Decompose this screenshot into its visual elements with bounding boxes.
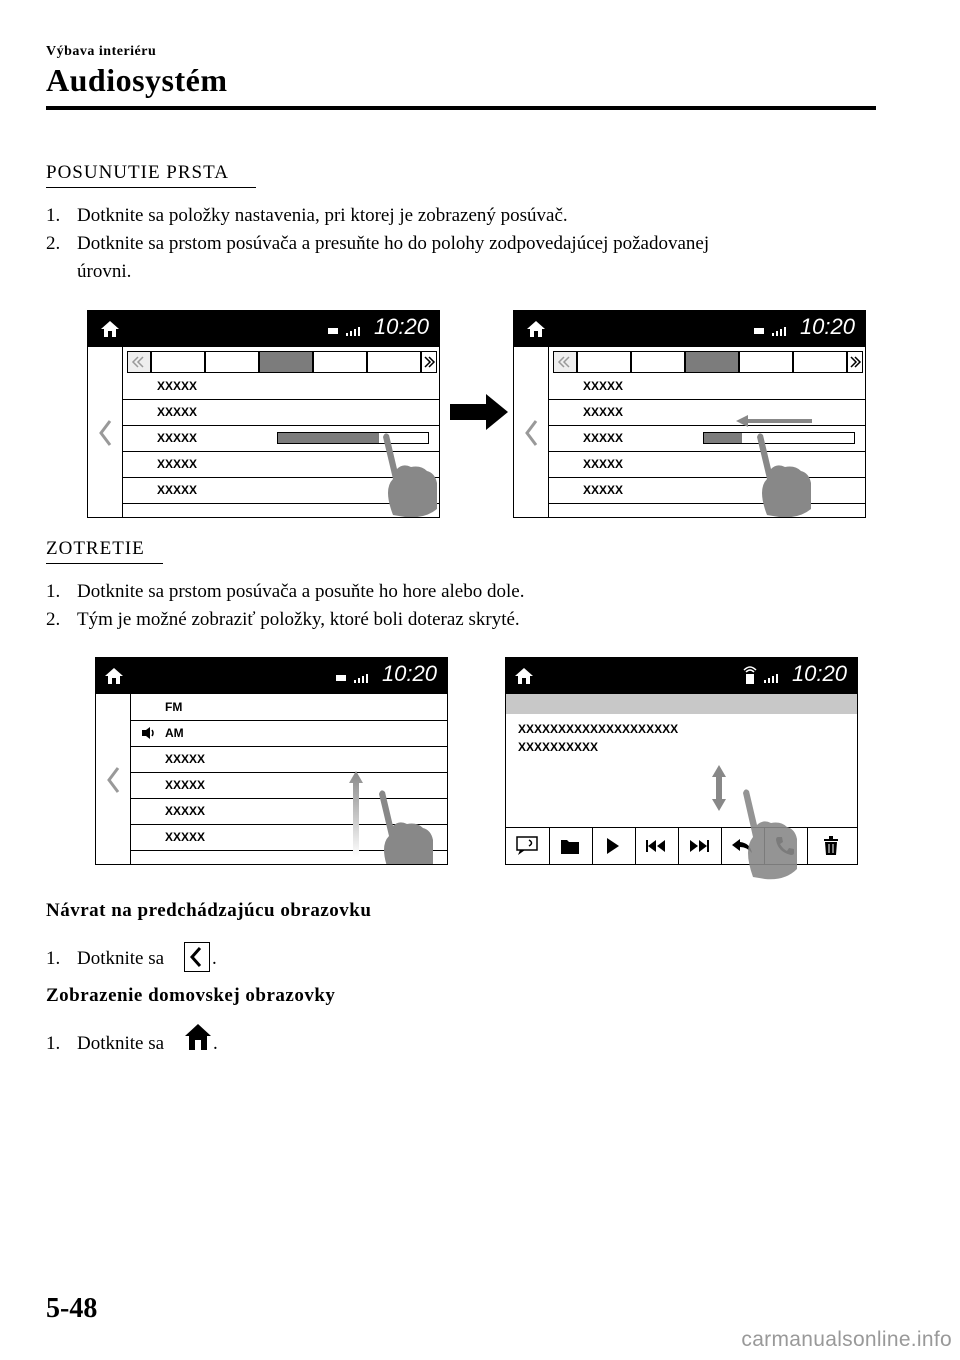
slider-fill xyxy=(278,433,379,443)
list-item-am[interactable] xyxy=(131,720,447,747)
swipe-step-1-text: Dotknite sa prstom posúvača a posuňte ho hore alebo dole. xyxy=(77,581,525,602)
home-button-icon xyxy=(184,1022,212,1052)
list-item[interactable] xyxy=(549,373,865,400)
home-step-tail: . xyxy=(213,1033,218,1054)
drag-heading-underline xyxy=(46,187,256,188)
hand-pointer-icon xyxy=(371,786,435,865)
back-step-tail: . xyxy=(212,948,217,969)
title-rule xyxy=(46,106,876,110)
back-step-text: Dotknite sa xyxy=(77,948,165,969)
home-step-num: 1. xyxy=(46,1033,61,1054)
list-item-label: XXXXX xyxy=(583,405,624,419)
drag-step-1-num: 1. xyxy=(46,205,61,226)
list-item-label: XXXXX xyxy=(157,379,198,393)
list-item-label: XXXXX xyxy=(157,405,198,419)
back-rail xyxy=(88,347,123,517)
drag-heading: POSUNUTIE PRSTA xyxy=(46,162,229,183)
folder-button[interactable] xyxy=(549,828,593,864)
home-icon[interactable] xyxy=(514,666,534,686)
drag-step-2-num: 2. xyxy=(46,233,61,254)
message-header-bar xyxy=(506,694,857,714)
drag-step-2-text: Dotknite sa prstom posúvača a presuňte ho do polohy zodpovedajúcej požadovanej xyxy=(77,233,710,254)
back-heading: Návrat na predchádzajúcu obrazovku xyxy=(46,900,372,921)
back-rail xyxy=(514,347,549,517)
hand-pointer-icon xyxy=(375,429,439,518)
screen-message xyxy=(505,657,858,865)
signal-icon xyxy=(328,325,368,337)
list-item-label: XXXXX xyxy=(157,483,198,497)
wireless-signal-icon xyxy=(742,664,786,686)
tab-3-active[interactable] xyxy=(259,351,313,373)
status-bar xyxy=(506,658,857,694)
message-view-button[interactable] xyxy=(506,828,550,864)
home-icon[interactable] xyxy=(104,666,124,686)
arrow-left-icon xyxy=(736,415,812,427)
tab-2[interactable] xyxy=(631,351,685,373)
status-bar xyxy=(96,658,447,694)
folder-icon xyxy=(560,837,580,855)
back-rail xyxy=(96,694,131,864)
tab-4[interactable] xyxy=(313,351,367,373)
status-bar xyxy=(88,311,439,347)
list-item[interactable] xyxy=(549,477,865,504)
list-item-label: XXXXX xyxy=(583,483,624,497)
list-item-label: XXXXX xyxy=(165,752,206,766)
tab-next-button[interactable] xyxy=(421,351,437,373)
slider-fill xyxy=(704,433,742,443)
tab-3-active[interactable] xyxy=(685,351,739,373)
swipe-step-1-num: 1. xyxy=(46,581,61,602)
list-item[interactable] xyxy=(131,746,447,773)
signal-icon xyxy=(336,672,376,684)
hand-pointer-icon xyxy=(735,785,799,881)
tab-1[interactable] xyxy=(577,351,631,373)
back-chevron-icon[interactable] xyxy=(98,419,112,447)
tab-5[interactable] xyxy=(367,351,421,373)
arrow-updown-icon xyxy=(712,765,726,811)
skip-forward-icon xyxy=(688,839,710,853)
next-button[interactable] xyxy=(678,828,722,864)
swipe-heading-underline xyxy=(46,563,163,564)
message-line-2: XXXXXXXXXX xyxy=(518,740,599,754)
hand-pointer-icon xyxy=(749,429,813,518)
list-item-fm[interactable] xyxy=(131,694,447,721)
tab-strip xyxy=(127,351,434,373)
play-icon xyxy=(606,837,620,855)
drag-step-1-text: Dotknite sa položky nastavenia, pri ktorej je zobrazený posúvač. xyxy=(77,205,568,226)
list-item[interactable] xyxy=(123,373,439,400)
clock: 10:20 xyxy=(381,661,437,686)
list-item-label: AM xyxy=(165,726,184,740)
list-item-label: XXXXX xyxy=(583,431,624,445)
tab-prev-button[interactable] xyxy=(127,351,151,373)
tab-1[interactable] xyxy=(151,351,205,373)
back-chevron-icon[interactable] xyxy=(106,766,120,794)
previous-button[interactable] xyxy=(635,828,679,864)
message-toolbar xyxy=(506,827,857,864)
swipe-step-2-num: 2. xyxy=(46,609,61,630)
clock: 10:20 xyxy=(791,661,847,686)
arrow-up-icon xyxy=(349,771,363,857)
screen-radio-list xyxy=(95,657,448,865)
screen-slider-before xyxy=(87,310,440,518)
drag-step-2-cont: úrovni. xyxy=(77,261,132,282)
watermark: carmanualsonline.info xyxy=(741,1328,952,1351)
list-item-label: XXXXX xyxy=(165,778,206,792)
section-label: Výbava interiéru xyxy=(46,44,157,59)
play-button[interactable] xyxy=(592,828,636,864)
back-button-icon xyxy=(184,942,210,972)
screen-slider-after xyxy=(513,310,866,518)
list-item-label: FM xyxy=(165,700,183,714)
home-icon[interactable] xyxy=(526,319,546,339)
swipe-step-2-text: Tým je možné zobraziť položky, ktoré boli doteraz skryté. xyxy=(77,609,520,630)
tab-prev-button[interactable] xyxy=(553,351,577,373)
home-step-text: Dotknite sa xyxy=(77,1033,165,1054)
clock: 10:20 xyxy=(799,314,855,339)
tab-next-button[interactable] xyxy=(847,351,863,373)
list-item-label: XXXXX xyxy=(157,431,198,445)
list-item[interactable] xyxy=(549,451,865,478)
list-item[interactable] xyxy=(549,399,865,426)
home-icon[interactable] xyxy=(100,319,120,339)
message-icon xyxy=(516,836,538,856)
clock: 10:20 xyxy=(373,314,429,339)
list-item-label: XXXXX xyxy=(165,830,206,844)
tab-5[interactable] xyxy=(793,351,847,373)
signal-icon xyxy=(754,325,794,337)
page-number: 5-48 xyxy=(46,1293,98,1324)
tab-4[interactable] xyxy=(739,351,793,373)
delete-button[interactable] xyxy=(807,828,857,864)
status-bar xyxy=(514,311,865,347)
list-item[interactable] xyxy=(123,399,439,426)
arrow-right-icon xyxy=(450,392,508,432)
list-item-label: XXXXX xyxy=(165,804,206,818)
message-line-1: XXXXXXXXXXXXXXXXXXXX xyxy=(518,722,679,736)
swipe-heading: ZOTRETIE xyxy=(46,538,145,559)
home-heading: Zobrazenie domovskej obrazovky xyxy=(46,985,336,1006)
list-item-label: XXXXX xyxy=(583,379,624,393)
tab-2[interactable] xyxy=(205,351,259,373)
speaker-icon xyxy=(141,726,157,740)
page-title: Audiosystém xyxy=(46,62,228,98)
list-item-label: XXXXX xyxy=(157,457,198,471)
back-chevron-icon[interactable] xyxy=(524,419,538,447)
skip-back-icon xyxy=(645,839,667,853)
list-item-label: XXXXX xyxy=(583,457,624,471)
tab-strip xyxy=(553,351,860,373)
back-step-num: 1. xyxy=(46,948,61,969)
trash-icon xyxy=(823,836,839,856)
